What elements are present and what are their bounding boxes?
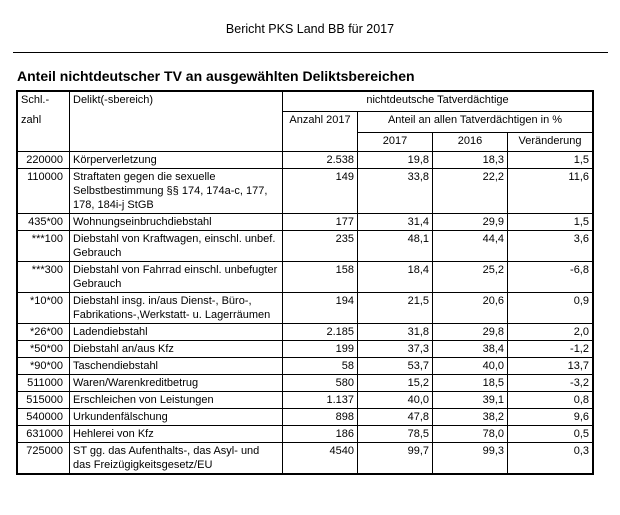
cell-key: *26*00	[18, 324, 70, 341]
cell-share-2017: 31,4	[358, 214, 433, 231]
cell-share-2016: 44,4	[433, 231, 508, 262]
table-row	[18, 231, 593, 262]
cell-share-2017: 18,4	[358, 262, 433, 293]
report-title: Bericht PKS Land BB für 2017	[225, 22, 395, 36]
cell-change: 0,8	[508, 392, 593, 409]
cell-change: 9,6	[508, 409, 593, 426]
cell-key: 220000	[18, 152, 70, 169]
cell-key: ***300	[18, 262, 70, 293]
statistics-table	[17, 91, 593, 474]
cell-share-2017: 40,0	[358, 392, 433, 409]
header-offense-spacer	[70, 112, 283, 133]
table-row	[18, 169, 593, 214]
header-group-nondeutsch: nichtdeutsche Tatverdächtige	[283, 92, 593, 112]
table-row	[18, 341, 593, 358]
cell-change: 0,5	[508, 426, 593, 443]
table-header	[18, 92, 593, 152]
table-row	[18, 214, 593, 231]
cell-count: 158	[283, 262, 358, 293]
table-row	[18, 358, 593, 375]
cell-key: 110000	[18, 169, 70, 214]
cell-offense: Hehlerei von Kfz	[70, 426, 283, 443]
cell-change: 13,7	[508, 358, 593, 375]
cell-share-2016: 18,3	[433, 152, 508, 169]
cell-share-2016: 22,2	[433, 169, 508, 214]
cell-change: 0,3	[508, 443, 593, 474]
cell-change: 11,6	[508, 169, 593, 214]
table-body	[18, 152, 593, 474]
cell-share-2017: 31,8	[358, 324, 433, 341]
cell-key: *50*00	[18, 341, 70, 358]
cell-change: 2,0	[508, 324, 593, 341]
cell-count: 580	[283, 375, 358, 392]
cell-count: 199	[283, 341, 358, 358]
table-row	[18, 409, 593, 426]
cell-share-2017: 48,1	[358, 231, 433, 262]
cell-count: 4540	[283, 443, 358, 474]
cell-offense: Straftaten gegen die sexuelle Selbstbestimmung §§ 174, 174a-c, 177, 178, 184i-j StGB	[70, 169, 283, 214]
cell-share-2017: 37,3	[358, 341, 433, 358]
cell-share-2017: 99,7	[358, 443, 433, 474]
cell-count: 194	[283, 293, 358, 324]
header-share: Anteil an allen Tatverdächtigen in %	[358, 112, 593, 133]
cell-share-2016: 99,3	[433, 443, 508, 474]
cell-count: 235	[283, 231, 358, 262]
cell-key: 725000	[18, 443, 70, 474]
cell-offense: Wohnungseinbruchdiebstahl	[70, 214, 283, 231]
cell-count: 58	[283, 358, 358, 375]
table-row	[18, 262, 593, 293]
cell-key: *10*00	[18, 293, 70, 324]
cell-count: 2.185	[283, 324, 358, 341]
cell-offense: Waren/Warenkreditbetrug	[70, 375, 283, 392]
cell-share-2016: 25,2	[433, 262, 508, 293]
table-row	[18, 426, 593, 443]
cell-change: 0,9	[508, 293, 593, 324]
header-count: Anzahl 2017	[283, 112, 358, 133]
cell-offense: Erschleichen von Leistungen	[70, 392, 283, 409]
cell-offense: Diebstahl von Fahrrad einschl. unbefugter Gebrauch	[70, 262, 283, 293]
cell-share-2017: 78,5	[358, 426, 433, 443]
cell-key: 631000	[18, 426, 70, 443]
cell-share-2016: 39,1	[433, 392, 508, 409]
table-row	[18, 152, 593, 169]
cell-offense: ST gg. das Aufenthalts-, das Asyl- und das Freizügigkeitsgesetz/EU	[70, 443, 283, 474]
section-title: Anteil nichtdeutscher TV an ausgewählten Deliktsbereichen	[17, 68, 415, 84]
cell-key: 540000	[18, 409, 70, 426]
cell-change: 1,5	[508, 214, 593, 231]
header-count-spacer	[283, 133, 358, 152]
cell-share-2017: 53,7	[358, 358, 433, 375]
cell-change: -3,2	[508, 375, 593, 392]
cell-share-2016: 29,8	[433, 324, 508, 341]
cell-change: -6,8	[508, 262, 593, 293]
cell-share-2016: 38,2	[433, 409, 508, 426]
header-change: Veränderung	[508, 133, 593, 152]
cell-change: 1,5	[508, 152, 593, 169]
table-row	[18, 392, 593, 409]
cell-offense: Körperverletzung	[70, 152, 283, 169]
cell-offense: Taschendiebstahl	[70, 358, 283, 375]
header-offense-spacer-2	[70, 133, 283, 152]
cell-count: 898	[283, 409, 358, 426]
cell-share-2016: 29,9	[433, 214, 508, 231]
cell-key: 435*00	[18, 214, 70, 231]
cell-share-2016: 78,0	[433, 426, 508, 443]
table-row	[18, 375, 593, 392]
header-key-spacer	[18, 133, 70, 152]
cell-offense: Urkundenfälschung	[70, 409, 283, 426]
cell-key: *90*00	[18, 358, 70, 375]
cell-share-2017: 15,2	[358, 375, 433, 392]
header-offense: Delikt(-sbereich)	[70, 92, 283, 112]
cell-offense: Diebstahl an/aus Kfz	[70, 341, 283, 358]
cell-share-2017: 21,5	[358, 293, 433, 324]
cell-offense: Diebstahl von Kraftwagen, einschl. unbef. Gebrauch	[70, 231, 283, 262]
cell-count: 186	[283, 426, 358, 443]
cell-share-2016: 40,0	[433, 358, 508, 375]
cell-share-2016: 38,4	[433, 341, 508, 358]
cell-count: 177	[283, 214, 358, 231]
cell-count: 149	[283, 169, 358, 214]
table-row	[18, 293, 593, 324]
cell-share-2017: 33,8	[358, 169, 433, 214]
cell-share-2017: 19,8	[358, 152, 433, 169]
cell-share-2017: 47,8	[358, 409, 433, 426]
cell-key: ***100	[18, 231, 70, 262]
cell-offense: Ladendiebstahl	[70, 324, 283, 341]
table-row	[18, 324, 593, 341]
cell-count: 2.538	[283, 152, 358, 169]
header-divider	[13, 52, 608, 53]
cell-offense: Diebstahl insg. in/aus Dienst-, Büro-, Fabrikations-,Werkstatt- u. Lagerräumen	[70, 293, 283, 324]
cell-key: 511000	[18, 375, 70, 392]
cell-key: 515000	[18, 392, 70, 409]
header-year-2016: 2016	[433, 133, 508, 152]
cell-change: 3,6	[508, 231, 593, 262]
header-key-line1: Schl.-	[18, 92, 70, 112]
table-row	[18, 443, 593, 474]
cell-count: 1.137	[283, 392, 358, 409]
cell-share-2016: 18,5	[433, 375, 508, 392]
cell-share-2016: 20,6	[433, 293, 508, 324]
header-year-2017: 2017	[358, 133, 433, 152]
cell-change: -1,2	[508, 341, 593, 358]
header-key-line2: zahl	[18, 112, 70, 133]
